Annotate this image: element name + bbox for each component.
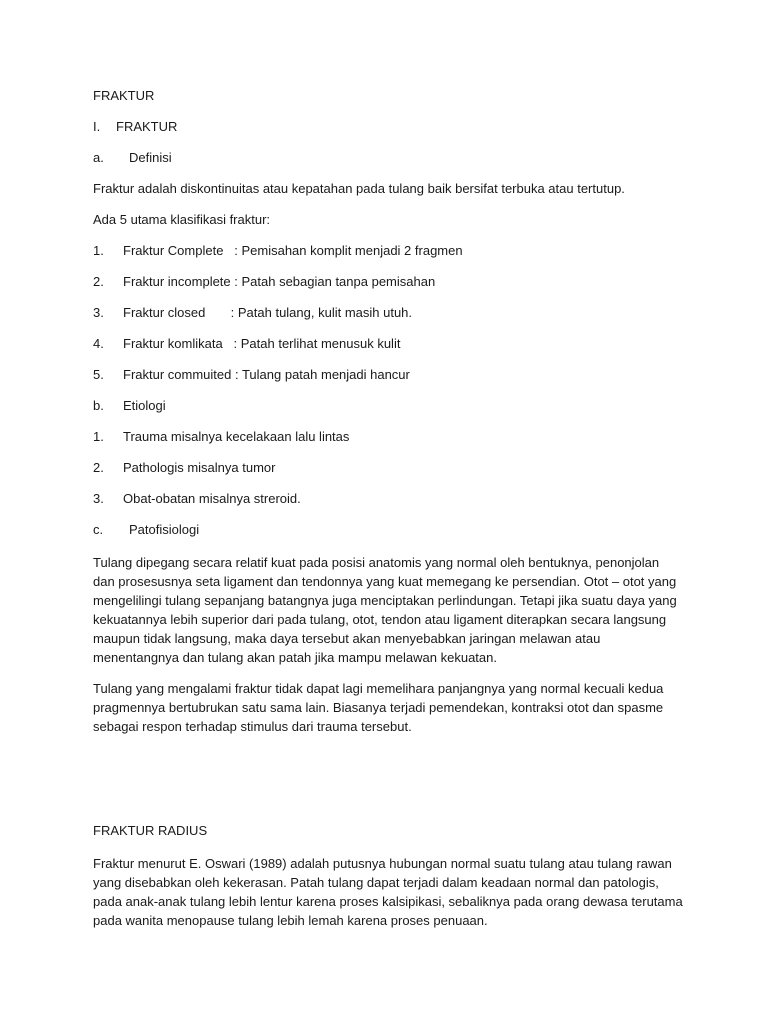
list-item <box>93 274 683 290</box>
list-text: Trauma misalnya kecelakaan lalu lintas <box>123 429 350 444</box>
list-number: 4. <box>93 336 104 351</box>
section-heading-1 <box>93 119 683 135</box>
list-number: 3. <box>93 491 104 506</box>
list-number: 2. <box>93 274 104 289</box>
subsection-heading-text: Patofisiologi <box>129 522 200 537</box>
section-heading-text: FRAKTUR <box>116 119 178 134</box>
list-number: 5. <box>93 367 104 382</box>
subsection-heading-text: Definisi <box>129 150 172 165</box>
definition-text: Fraktur adalah diskontinuitas atau kepatahan pada tulang baik bersifat terbuka atau tertutup. <box>93 181 625 196</box>
radius-paragraph: Fraktur menurut E. Oswari (1989) adalah putusnya hubungan normal suatu tulang atau tulang rawan yang disebabkan oleh kekerasan. Patah tulang dapat terjadi dalam keadaan normal dan patologis, pada anak-anak tulang lebih lentur karena proses kalsipikasi, sebaliknya pada orang dewasa terutama pada wanita menopause tulang lebih lemah karena proses penuaan. <box>93 856 683 928</box>
list-item <box>93 243 683 259</box>
list-text: Fraktur incomplete : Patah sebagian tanpa pemisahan <box>123 274 436 289</box>
pathophysiology-paragraph-2: Tulang yang mengalami fraktur tidak dapat lagi memelihara panjangnya yang normal kecuali kedua pragmennya bertubrukan satu sama lain. Biasanya terjadi pemendekan, kontraksi otot dan spasme sebagai respon terhadap stimulus dari trauma tersebut. <box>93 681 664 734</box>
list-item <box>93 491 683 507</box>
list-item <box>93 336 683 352</box>
list-text: Fraktur closed : Patah tulang, kulit masih utuh. <box>123 305 413 320</box>
list-text: Obat-obatan misalnya streroid. <box>123 491 301 506</box>
roman-numeral: I. <box>93 119 101 134</box>
list-number: 1. <box>93 429 104 444</box>
list-text: Fraktur komlikata : Patah terlihat menusuk kulit <box>123 336 401 351</box>
radius-heading: FRAKTUR RADIUS <box>93 823 208 838</box>
classification-intro: Ada 5 utama klasifikasi fraktur: <box>93 212 271 227</box>
subsection-heading-text: Etiologi <box>123 398 166 413</box>
subsection-heading-a <box>93 150 683 166</box>
list-item <box>93 460 683 476</box>
subsection-heading-b <box>93 398 683 414</box>
list-number: 2. <box>93 460 104 475</box>
list-text: Fraktur commuited : Tulang patah menjadi hancur <box>123 367 410 382</box>
list-number: 3. <box>93 305 104 320</box>
list-text: Pathologis misalnya tumor <box>123 460 276 475</box>
list-item <box>93 305 683 321</box>
subsection-letter: a. <box>93 150 104 165</box>
subsection-heading-c <box>93 522 683 538</box>
list-item <box>93 367 683 383</box>
list-item <box>93 429 683 445</box>
document-page <box>93 88 683 942</box>
pathophysiology-paragraph-1: Tulang dipegang secara relatif kuat pada posisi anatomis yang normal oleh bentuknya, penonjolan dan prosesusnya seta ligament dan tendonnya yang kuat memegang ke persendian. Otot – otot yang mengelilingi tulang sepanjang batangnya juga menciptakan perlindungan. Tetapi jika suatu daya yang kekuatannya lebih superior dari pada tulang, otot, tendon atau ligament diterapkan secara langsung maupun tidak langsung, maka daya tersebut akan menyebabkan jaringan melawan atau menentangnya dan tulang akan patah jika mampu melawan kekuatan. <box>93 555 677 665</box>
document-title: FRAKTUR <box>93 88 155 103</box>
subsection-letter: b. <box>93 398 104 413</box>
list-number: 1. <box>93 243 104 258</box>
subsection-letter: c. <box>93 522 104 537</box>
blank-space <box>93 748 683 823</box>
list-text: Fraktur Complete : Pemisahan komplit menjadi 2 fragmen <box>123 243 463 258</box>
